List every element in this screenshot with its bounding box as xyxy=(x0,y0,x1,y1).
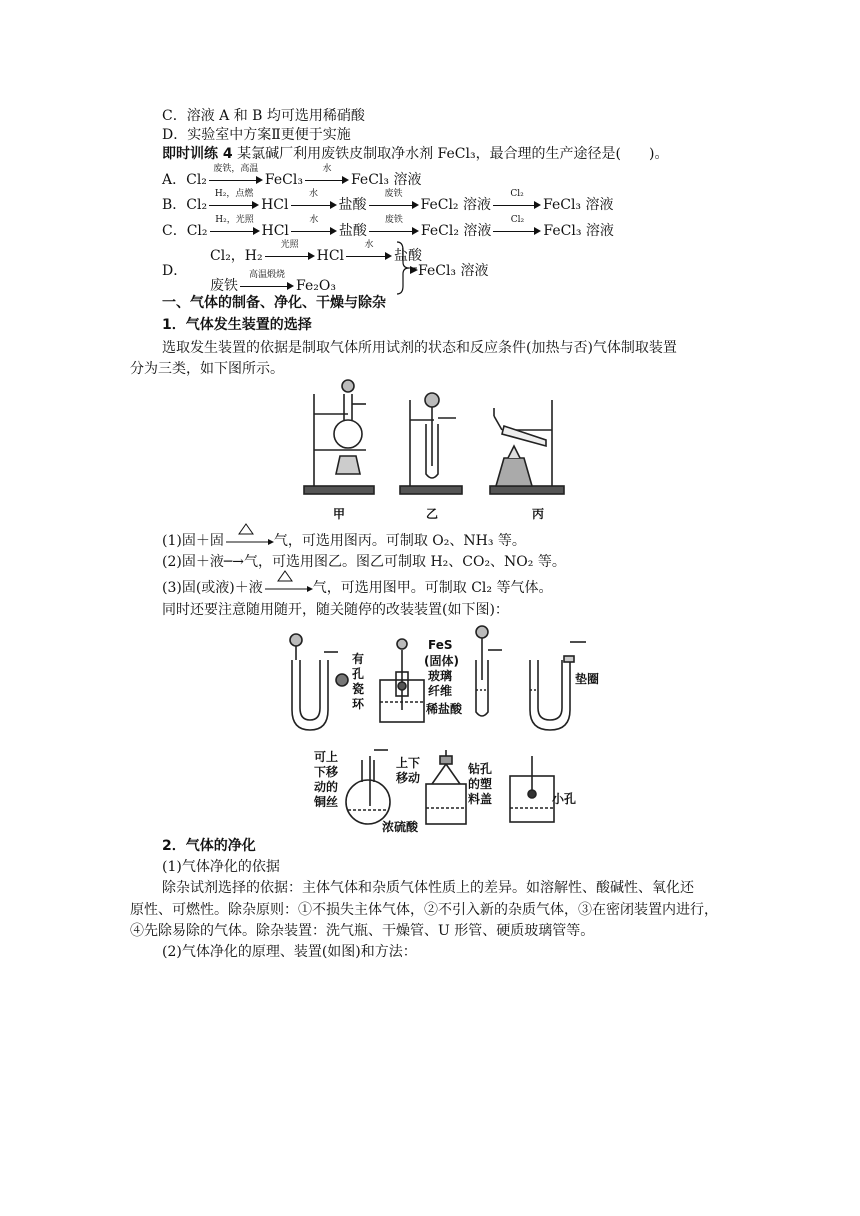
label-solid: (固体) xyxy=(424,654,459,668)
label-updown: 上下移动 xyxy=(396,756,421,785)
label-dilute-hcl: 稀盐酸 xyxy=(426,702,463,716)
label-movable-wire: 可上下移动的铜丝 xyxy=(314,750,339,809)
item-3a: (3)固(或液)＋液 xyxy=(162,580,263,596)
label-porous-ring: 有孔瓷环 xyxy=(352,652,365,711)
subsection-2: 2．气体的净化 xyxy=(162,838,256,854)
arrow xyxy=(346,240,392,263)
label-small-hole: 小孔 xyxy=(552,792,577,806)
product: FeCl₃ xyxy=(264,172,303,188)
arrow-label: H₂，光照 xyxy=(215,215,254,225)
arrow-label: 水 xyxy=(322,164,332,174)
route-c xyxy=(162,215,614,241)
para-3a: 除杂试剂选择的依据：主体气体和杂质气体性质上的差异。如溶解性、酸碱性、氧化还 xyxy=(162,880,694,896)
route-c-label: C．Cl₂ xyxy=(162,223,208,239)
arrow-label: Cl₂ xyxy=(510,189,524,199)
arrow-label: 废铁 xyxy=(384,189,403,199)
route-d-result xyxy=(418,261,489,281)
arrow xyxy=(209,189,259,212)
arrow-label: 高温煅烧 xyxy=(248,270,285,280)
para-2: 同时还要注意随用随开，随关随停的改装装置(如下图)： xyxy=(162,602,509,618)
route-d-label: D． xyxy=(162,263,188,279)
arrow xyxy=(369,215,419,238)
arrow-label: 废铁，高温 xyxy=(213,164,259,174)
product: Fe₂O₃ xyxy=(296,278,336,294)
item-3b: 气，可选用图甲。可制取 Cl₂ 等气体。 xyxy=(312,580,553,596)
product: FeCl₃ 溶液 xyxy=(418,263,489,279)
product: 盐酸 xyxy=(394,248,423,264)
arrow-label: 废铁 xyxy=(384,215,403,225)
product: FeCl₃ 溶液 xyxy=(543,197,614,213)
route-a-label: A．Cl₂ xyxy=(162,172,207,188)
product: FeCl₃ 溶液 xyxy=(543,223,614,239)
label-fes: FeS xyxy=(428,638,453,652)
label-conc-acid: 浓硫酸 xyxy=(382,820,419,834)
para-3b: 原性、可燃性。除杂原则：①不损失主体气体，②不引入新的杂质气体，③在密闭装置内进行， xyxy=(130,902,718,918)
arrow xyxy=(493,189,541,212)
apparatus-yi xyxy=(400,393,462,494)
subsection-2-1: (1)气体净化的依据 xyxy=(162,859,280,875)
route-b xyxy=(162,189,614,215)
arrow xyxy=(265,240,315,263)
label-fiber: 纤维 xyxy=(428,684,453,698)
label-gasket: 垫圈 xyxy=(575,672,600,686)
arrow xyxy=(291,189,337,212)
product: HCl xyxy=(316,248,345,264)
arrow-label: Cl₂ xyxy=(510,215,525,225)
arrow-label: 水 xyxy=(364,240,374,250)
item-1b: 气，可选用图丙。可制取 O₂、NH₃ 等。 xyxy=(273,533,526,549)
reactants: Cl₂，H₂ xyxy=(210,248,263,264)
arrow-label: 光照 xyxy=(280,240,299,250)
arrow-label: 水 xyxy=(308,189,318,199)
arrow xyxy=(291,215,337,238)
fig1-label-bing: 丙 xyxy=(532,507,545,521)
item-1a: (1)固＋固 xyxy=(162,533,224,549)
route-a xyxy=(162,164,422,190)
fig1-label-yi: 乙 xyxy=(426,507,439,521)
para-1b: 分为三类，如下图所示。 xyxy=(130,361,284,377)
item-1 xyxy=(162,530,526,552)
product: 盐酸 xyxy=(338,223,367,239)
section-heading: 一、气体的制备、净化、干燥与除杂 xyxy=(162,295,386,311)
arrow xyxy=(369,189,419,212)
arrow xyxy=(240,270,294,293)
route-d-top xyxy=(210,240,423,266)
arrow xyxy=(209,164,263,187)
product: FeCl₃ 溶液 xyxy=(350,172,422,188)
arrow xyxy=(210,215,260,238)
arrow-label: 水 xyxy=(309,215,319,225)
heat-arrow-icon xyxy=(224,530,274,552)
option-d: D．实验室中方案Ⅱ更便于实施 xyxy=(162,127,351,143)
product: FeCl₂ 溶液 xyxy=(420,197,491,213)
route-b-label: B．Cl₂ xyxy=(162,197,208,213)
gas-generator-figure xyxy=(300,374,570,498)
product: 盐酸 xyxy=(338,197,367,213)
option-c: C．溶液 A 和 B 均可选用稀硝酸 xyxy=(162,108,365,124)
arrow xyxy=(305,164,349,187)
exercise-title: 即时训练 4 xyxy=(162,146,233,162)
product: FeCl₂ 溶液 xyxy=(420,223,492,239)
arrow-label: H₂，点燃 xyxy=(214,189,254,199)
item-2: (2)固＋液─→气，可选用图乙。图乙可制取 H₂、CO₂、NO₂ 等。 xyxy=(162,554,566,570)
para-3c: ④先除易除的气体。除杂装置：洗气瓶、干燥管、U 形管、硬质玻璃管等。 xyxy=(130,923,595,939)
exercise-line xyxy=(162,144,669,164)
arrow xyxy=(493,215,541,238)
exercise-text: 某氯碱厂利用废铁皮制取净水剂 FeCl₃，最合理的生产途径是( )。 xyxy=(237,146,669,162)
heat-arrow-icon xyxy=(263,577,313,599)
fig1-label-jia: 甲 xyxy=(333,507,346,521)
apparatus-jia xyxy=(304,380,374,494)
arrow-head-icon xyxy=(400,266,420,276)
label-glass: 玻璃 xyxy=(428,669,453,683)
label-drill-lid: 钻孔的塑料盖 xyxy=(468,762,493,806)
product: HCl xyxy=(261,197,289,213)
reactant: 废铁 xyxy=(210,278,238,294)
para-1a: 选取发生装置的依据是制取气体所用试剂的状态和反应条件(加热与否)气体制取装置 xyxy=(162,340,677,356)
subsection-2-2: (2)气体净化的原理、装置(如图)和方法： xyxy=(162,944,417,960)
subsection-1: 1．气体发生装置的选择 xyxy=(162,317,312,333)
product: HCl xyxy=(261,223,289,239)
apparatus-bing xyxy=(490,400,564,494)
item-3 xyxy=(162,577,552,599)
